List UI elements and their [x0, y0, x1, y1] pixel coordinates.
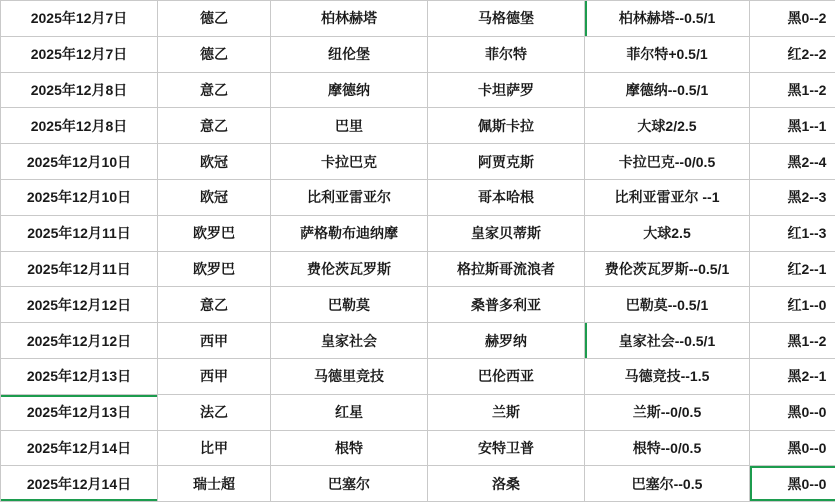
cell-league: 比甲: [158, 430, 271, 466]
cell-tip: 马德竞技--1.5: [585, 358, 750, 394]
cell-home-team: 巴塞尔: [271, 466, 428, 502]
table-row: [1, 430, 835, 466]
cell-result: 红2--2: [750, 36, 835, 72]
cell-home-team: 比利亚雷亚尔: [271, 179, 428, 215]
cell-home-team: 马德里竞技: [271, 358, 428, 394]
cell-result: 黑0--0: [750, 466, 835, 502]
cell-date: 2025年12月10日: [1, 179, 158, 215]
cell-home-team: 卡拉巴克: [271, 144, 428, 180]
table-row: [1, 251, 835, 287]
table-row: [1, 72, 835, 108]
cell-result: 黑2--3: [750, 179, 835, 215]
cell-tip: 巴塞尔--0.5: [585, 466, 750, 502]
cell-result: 黑1--2: [750, 72, 835, 108]
cell-result: 黑1--2: [750, 323, 835, 359]
table-row: [1, 215, 835, 251]
cell-home-team: 红星: [271, 394, 428, 430]
cell-league: 意乙: [158, 72, 271, 108]
cell-result: 黑1--1: [750, 108, 835, 144]
cell-home-team: 皇家社会: [271, 323, 428, 359]
cell-league: 西甲: [158, 323, 271, 359]
cell-league: 德乙: [158, 36, 271, 72]
cell-home-team: 巴勒莫: [271, 287, 428, 323]
cell-league: 意乙: [158, 287, 271, 323]
cell-league: 欧冠: [158, 144, 271, 180]
cell-home-team: 萨格勒布迪纳摩: [271, 215, 428, 251]
cell-tip: 比利亚雷亚尔 --1: [585, 179, 750, 215]
cell-result: 红1--3: [750, 215, 835, 251]
table-row: [1, 287, 835, 323]
cell-date: 2025年12月7日: [1, 36, 158, 72]
cell-date: 2025年12月8日: [1, 72, 158, 108]
cell-away-team: 阿贾克斯: [428, 144, 585, 180]
cell-tip: 大球2/2.5: [585, 108, 750, 144]
cell-league: 意乙: [158, 108, 271, 144]
table-row: [1, 144, 835, 180]
cell-league: 西甲: [158, 358, 271, 394]
cell-home-team: 纽伦堡: [271, 36, 428, 72]
cell-date: 2025年12月7日: [1, 1, 158, 37]
cell-home-team: 柏林赫塔: [271, 1, 428, 37]
cell-result: 红1--0: [750, 287, 835, 323]
cell-tip: 卡拉巴克--0/0.5: [585, 144, 750, 180]
cell-league: 德乙: [158, 1, 271, 37]
table-row: [1, 1, 835, 37]
cell-away-team: 菲尔特: [428, 36, 585, 72]
cell-home-team: 费伦茨瓦罗斯: [271, 251, 428, 287]
cell-away-team: 哥本哈根: [428, 179, 585, 215]
cell-away-team: 皇家贝蒂斯: [428, 215, 585, 251]
cell-tip: 巴勒莫--0.5/1: [585, 287, 750, 323]
cell-tip: 根特--0/0.5: [585, 430, 750, 466]
cell-tip: 皇家社会--0.5/1: [585, 323, 750, 359]
cell-result: 黑0--0: [750, 430, 835, 466]
table-row: [1, 358, 835, 394]
cell-tip: 摩德纳--0.5/1: [585, 72, 750, 108]
table-row: [1, 108, 835, 144]
cell-away-team: 赫罗纳: [428, 323, 585, 359]
cell-date: 2025年12月12日: [1, 323, 158, 359]
cell-tip: 柏林赫塔--0.5/1: [585, 1, 750, 37]
cell-date: 2025年12月8日: [1, 108, 158, 144]
cell-league: 欧罗巴: [158, 251, 271, 287]
cell-result: 黑0--0: [750, 394, 835, 430]
cell-league: 法乙: [158, 394, 271, 430]
cell-tip: 菲尔特+0.5/1: [585, 36, 750, 72]
table-row: [1, 466, 835, 502]
cell-home-team: 摩德纳: [271, 72, 428, 108]
table-body: [1, 1, 835, 502]
cell-away-team: 桑普多利亚: [428, 287, 585, 323]
cell-date: 2025年12月11日: [1, 251, 158, 287]
cell-away-team: 洛桑: [428, 466, 585, 502]
table-row: [1, 394, 835, 430]
cell-league: 欧罗巴: [158, 215, 271, 251]
cell-date: 2025年12月14日: [1, 430, 158, 466]
cell-away-team: 马格德堡: [428, 1, 585, 37]
cell-result: 红2--1: [750, 251, 835, 287]
cell-home-team: 巴里: [271, 108, 428, 144]
cell-date: 2025年12月11日: [1, 215, 158, 251]
cell-away-team: 佩斯卡拉: [428, 108, 585, 144]
cell-date: 2025年12月14日: [1, 466, 158, 502]
cell-away-team: 安特卫普: [428, 430, 585, 466]
cell-result: 黑2--1: [750, 358, 835, 394]
cell-away-team: 兰斯: [428, 394, 585, 430]
cell-tip: 大球2.5: [585, 215, 750, 251]
table-row: [1, 36, 835, 72]
cell-away-team: 格拉斯哥流浪者: [428, 251, 585, 287]
cell-tip: 兰斯--0/0.5: [585, 394, 750, 430]
table-row: [1, 323, 835, 359]
cell-date: 2025年12月10日: [1, 144, 158, 180]
cell-result: 黑2--4: [750, 144, 835, 180]
cell-date: 2025年12月13日: [1, 394, 158, 430]
cell-league: 瑞士超: [158, 466, 271, 502]
table-row: [1, 179, 835, 215]
cell-date: 2025年12月13日: [1, 358, 158, 394]
cell-home-team: 根特: [271, 430, 428, 466]
cell-away-team: 卡坦萨罗: [428, 72, 585, 108]
cell-away-team: 巴伦西亚: [428, 358, 585, 394]
cell-tip: 费伦茨瓦罗斯--0.5/1: [585, 251, 750, 287]
cell-date: 2025年12月12日: [1, 287, 158, 323]
cell-league: 欧冠: [158, 179, 271, 215]
cell-result: 黑0--2: [750, 1, 835, 37]
